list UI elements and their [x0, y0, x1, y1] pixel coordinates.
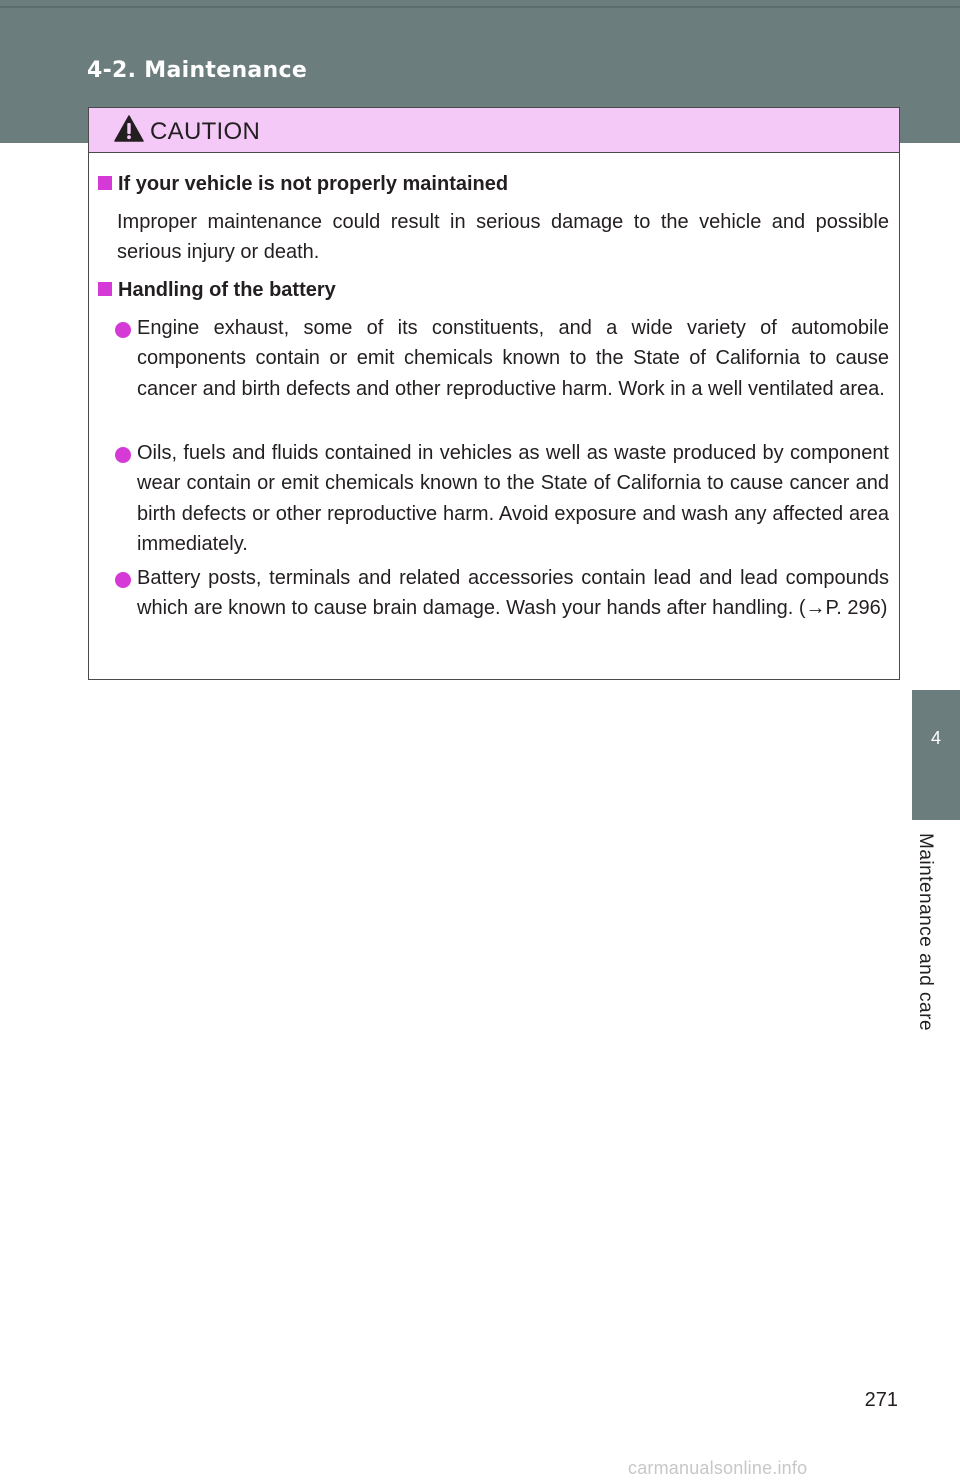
caution-heading	[98, 173, 508, 196]
square-bullet-icon	[98, 282, 112, 296]
caution-header	[89, 108, 899, 153]
watermark: carmanualsonline.info	[628, 1458, 808, 1478]
heading-text: If your vehicle is not properly maintained	[118, 173, 509, 195]
caution-body	[89, 153, 899, 679]
bullet-item: Engine exhaust, some of its constituents, and a wide variety of automobile components contain or emit chemicals known to the State of California to cause cancer and birth defects and other reproductive harm. Work in a well ventilated area.	[137, 317, 889, 400]
bullet-item: Oils, fuels and fluids contained in vehicles as well as waste produced by component wear contain or emit chemicals known to the State of California to cause cancer and birth defects or other reproductive harm. Avoid exposure and wash any affected area immediately.	[137, 442, 889, 555]
bullet-item: Battery posts, terminals and related accessories contain lead and lead compounds which are known to cause brain damage. Wash your hands after handling. (→P. 296)	[137, 567, 889, 620]
chapter-tab	[912, 690, 960, 820]
caution-paragraph: Improper maintenance could result in serious damage to the vehicle and possible serious injury or death.	[117, 211, 889, 264]
page-number: 271	[864, 1389, 898, 1411]
chapter-number: 4	[930, 728, 941, 748]
round-bullet-icon	[115, 447, 131, 463]
round-bullet-icon	[115, 572, 131, 588]
caution-label: CAUTION	[150, 118, 261, 145]
section-title: 4-2. Maintenance	[87, 58, 308, 83]
caution-heading	[98, 279, 336, 302]
caution-box	[88, 107, 900, 680]
round-bullet-icon	[115, 322, 131, 338]
warning-triangle-icon	[114, 115, 144, 142]
square-bullet-icon	[98, 176, 112, 190]
heading-text: Handling of the battery	[118, 279, 336, 301]
chapter-label-text: Maintenance and care	[915, 833, 936, 1032]
header-rule	[0, 6, 960, 8]
